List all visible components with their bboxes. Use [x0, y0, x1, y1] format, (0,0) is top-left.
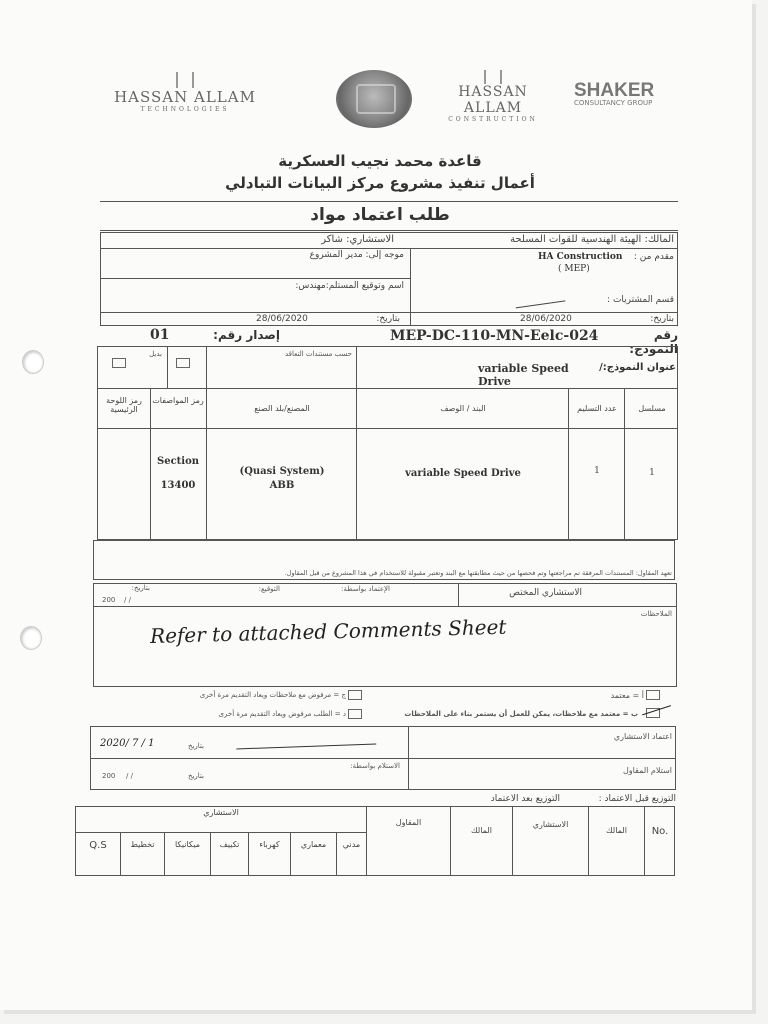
info-row-divider [100, 312, 678, 313]
review-row-divider [93, 606, 677, 607]
info-subrow-divider [100, 278, 410, 279]
status-rejected-with-comments: ج = مرفوض مع ملاحظات ويعاد التقديم مرة أخرى [199, 691, 346, 699]
submitted-by-value: HA Construction [538, 252, 623, 262]
table-col-divider [356, 346, 357, 540]
dist-col-divider [512, 806, 513, 876]
dist-header-consultant-group: الاستشاري [203, 808, 239, 817]
procurement-field: قسم المشتريات : [607, 295, 674, 305]
cell-manufacturer-2: ABB [269, 480, 295, 491]
cell-serial: 1 [649, 468, 655, 478]
logo-hassan-allam-technologies [100, 72, 270, 113]
approval-date-label: بتاريخ [187, 742, 204, 750]
cell-spec-2: 13400 [160, 480, 196, 491]
seal-emblem-icon [336, 70, 412, 128]
subject-value: variable Speed Drive [478, 362, 569, 388]
distribution-after-label: التوزيع بعد الاعتماد [490, 794, 560, 804]
logo-left-sub: TECHNOLOGIES [140, 106, 230, 113]
logo-mark-icon [484, 70, 502, 84]
issue-number-label: إصدار رقم: [213, 328, 280, 342]
cell-quantity: 1 [594, 466, 600, 476]
dist-col-divider [588, 806, 589, 876]
status-rejected: د = الطلب مرفوض ويعاد التقديم مرة أخرى [218, 710, 346, 718]
addressed-to-field: موجه إلى: مدير المشروع [309, 250, 404, 260]
distribution-before-label: التوزيع قبل الاعتماد : [598, 794, 676, 804]
issue-number-value: 01 [150, 327, 170, 343]
approvals-row-divider [90, 758, 676, 759]
table-col-divider [167, 346, 168, 388]
approval-date-filled: 2020/ 7 / 1 [100, 738, 155, 749]
status-rejected-checkbox[interactable] [348, 709, 362, 719]
review-col-divider [458, 583, 459, 606]
review-year: 200 [102, 596, 116, 604]
subject-label: عنوان النموذج:/ [599, 362, 676, 373]
header-description: البند / الوصف [440, 404, 486, 413]
cell-description: variable Speed Drive [405, 468, 521, 479]
date-value-right: 28/06/2020 [520, 314, 572, 324]
notes-label: الملاحظات [640, 610, 672, 618]
header-serial: مسلسل [638, 404, 666, 413]
receipt-year: 200 [102, 772, 116, 780]
contractor-receipt-label: استلام المقاول [622, 766, 672, 775]
approved-by-label: الإعتماد بواسطة: [341, 585, 390, 593]
approvals-col-divider [408, 726, 409, 790]
dist-header-owner: المالك [606, 826, 627, 835]
alternative-checkbox[interactable] [112, 358, 126, 368]
form-number-label: رقم النموذج: [629, 328, 678, 356]
dist-header-consultant: الاستشاري [532, 820, 569, 829]
dist-col-planning: تخطيط [130, 840, 155, 849]
received-by-label: الاستلام بواسطة: [350, 762, 400, 770]
receipt-date-label: بتاريخ [187, 772, 204, 780]
status-approved: أ = معتمد [610, 691, 644, 700]
review-date-label: بتاريخ: [131, 584, 150, 592]
status-rejected-with-comments-checkbox[interactable] [348, 690, 362, 700]
dist-col-divider [120, 832, 121, 876]
per-contract-checkbox[interactable] [176, 358, 190, 368]
per-contract-label: حسب مستندات التعاقد [284, 350, 352, 358]
punch-hole-top [22, 350, 44, 374]
consultant-approval-label: اعتماد الاستشاري [613, 732, 672, 741]
logo-hassan-allam-construction [428, 70, 558, 123]
title-line-1: قاعدة محمد نجيب العسكرية [278, 152, 482, 170]
notes-handwritten: Refer to attached Comments Sheet [149, 614, 507, 649]
header-panel-code: رمز اللوحة الرئيسية [106, 396, 142, 414]
logo-mid-name: HASSAN ALLAM [458, 84, 528, 116]
dist-col-architectural: معماري [300, 840, 327, 849]
logo-right-sub: CONSULTANCY GROUP [574, 99, 653, 107]
dist-col-divider [210, 832, 211, 876]
divider [100, 201, 678, 202]
dist-col-divider [450, 806, 451, 876]
dist-header-contractor: المقاول [395, 818, 422, 827]
cell-manufacturer-1: (Quasi System) [239, 466, 325, 477]
table-col-divider [568, 388, 569, 540]
header-quantity: عدد التسليم [577, 404, 617, 413]
dist-col-divider [366, 806, 367, 876]
info-row-divider [100, 248, 678, 249]
dist-col-divider [336, 832, 337, 876]
date-label-right: بتاريخ: [650, 314, 674, 324]
contractor-notice: تعهد المقاول: المستندات المرفقة تم مراجعتها وتم فحصها من حيث مطابقتها مع البند وتعتبر مقبولة للاستخدام في هذا المشروع من قبل المقاول. [284, 569, 672, 577]
submitted-by-value-2: ( MEP) [558, 264, 590, 274]
specialist-consultant-label: الاستشاري المختص [509, 588, 582, 598]
title-line-2: أعمال تنفيذ مشروع مركز البيانات التبادلي [225, 174, 535, 192]
alternative-label: بديل [149, 350, 162, 358]
cell-spec-1: Section [156, 456, 200, 467]
dist-col-qs: Q.S [89, 840, 107, 851]
submitted-by-label: مقدم من : [633, 252, 674, 262]
dist-col-civil: مدني [342, 840, 361, 849]
dist-subrow-divider [75, 832, 366, 833]
form-title: طلب اعتماد مواد [310, 205, 450, 225]
logo-right-name: SHAKER [574, 80, 655, 101]
form-number-value: MEP-DC-110-MN-Eelc-024 [390, 328, 599, 344]
logo-mark-icon [176, 72, 194, 88]
punch-hole-bottom [20, 626, 42, 650]
date-label-left: بتاريخ: [376, 314, 400, 324]
logo-mid-sub: CONSTRUCTION [448, 116, 538, 123]
logo-left-name: HASSAN ALLAM [114, 88, 256, 106]
info-col-divider [410, 248, 411, 326]
table-row-divider [97, 388, 678, 389]
header-spec-code: رمز المواصفات [152, 396, 204, 405]
dist-col-divider [248, 832, 249, 876]
dist-col-divider [290, 832, 291, 876]
dist-col-mechanical: ميكانيكا [174, 840, 201, 849]
table-col-divider [624, 388, 625, 540]
dist-header-no: No. [651, 826, 669, 837]
dist-col-hvac: تكييف [219, 840, 240, 849]
consultant-field: الاستشاري: شاكر [321, 234, 394, 245]
dist-col-electrical: كهرباء [259, 840, 280, 849]
owner-field: المالك: الهيئة الهندسية للقوات المسلحة [510, 234, 674, 245]
status-approved-with-comments: ب = معتمد مع ملاحظات، يمكن للعمل أن يستمر بناء على الملاحظات [404, 710, 638, 718]
logo-shaker [574, 80, 678, 107]
dist-header-owner-after: المالك [471, 826, 492, 835]
header-manufacturer: المصنع/بلد الصنع [254, 404, 310, 413]
receipt-date-blank: / / [126, 772, 133, 780]
review-signature-label: التوقيع: [258, 585, 280, 593]
table-row-divider [97, 428, 678, 429]
review-date-blank: / / [124, 596, 131, 604]
dist-col-divider [644, 806, 645, 876]
receiver-name-field: اسم وتوقيع المستلم:مهندس: [295, 281, 404, 291]
dist-col-divider [164, 832, 165, 876]
date-value-left: 28/06/2020 [256, 314, 308, 324]
divider [100, 230, 678, 231]
table-col-divider [206, 346, 207, 540]
